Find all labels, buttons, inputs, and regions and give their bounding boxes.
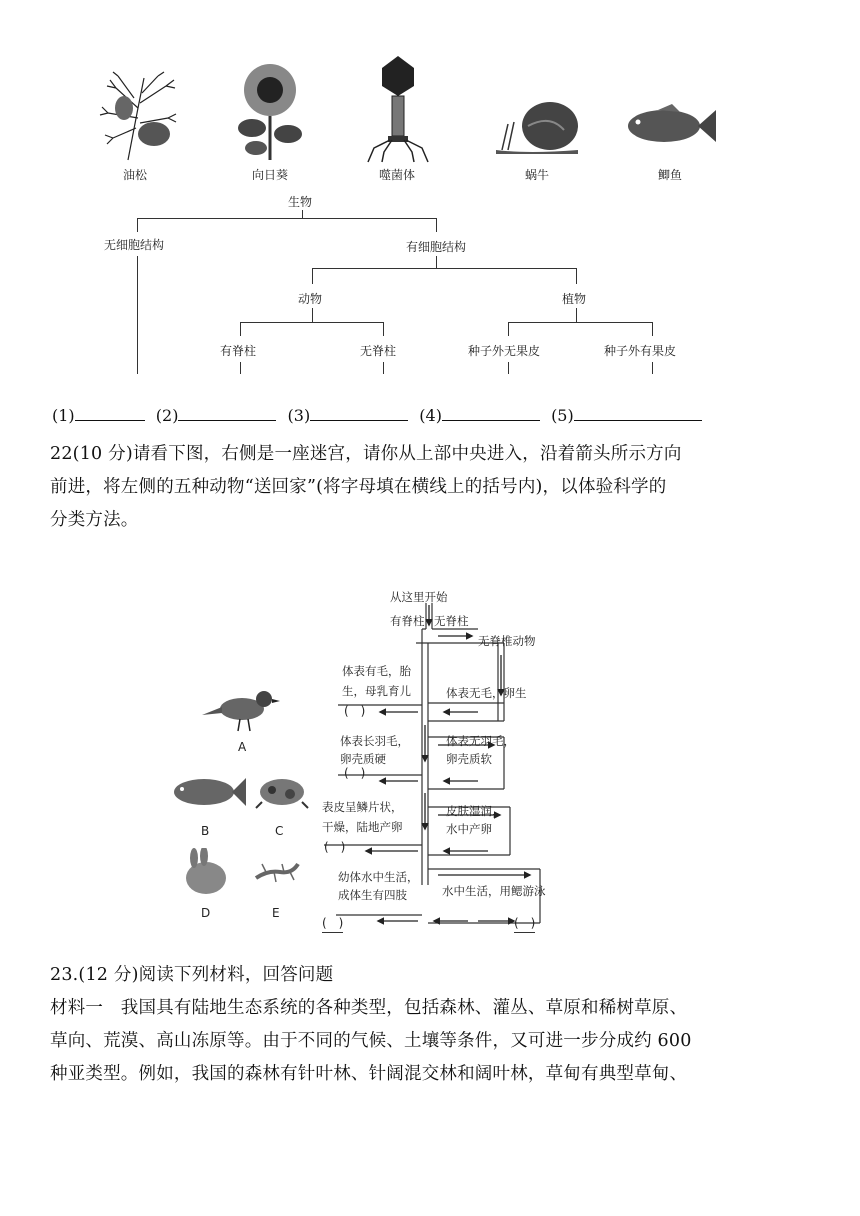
letter-e: E bbox=[272, 906, 280, 920]
blank-3[interactable] bbox=[310, 404, 408, 421]
pine-picture bbox=[88, 68, 184, 164]
maze-mammal-1: 体表有毛，胎 bbox=[342, 664, 411, 678]
letter-a: A bbox=[238, 740, 247, 754]
label-bacteriophage: 噬菌体 bbox=[378, 168, 415, 182]
maze-answer-2[interactable]: ( ) bbox=[344, 766, 366, 780]
maze-vertebrate: 有脊柱 bbox=[390, 614, 425, 628]
letter-b: B bbox=[201, 824, 210, 838]
maze-mammal-2: 生，母乳育儿 bbox=[342, 684, 411, 698]
blank-2[interactable] bbox=[178, 404, 276, 421]
maze-amphibian-2: 成体生有四肢 bbox=[338, 888, 407, 902]
bacteriophage-picture bbox=[362, 52, 434, 164]
tree-seed-no-peel: 种子外无果皮 bbox=[468, 344, 541, 358]
fish-picture bbox=[170, 772, 248, 812]
letter-c: C bbox=[275, 824, 284, 838]
sparrow-picture bbox=[200, 685, 282, 737]
q23-line-1: 23.(12 分)阅读下列材料，回答问题 bbox=[50, 965, 334, 985]
tree-has-cell: 有细胞结构 bbox=[406, 240, 467, 254]
tree-root: 生物 bbox=[288, 195, 313, 209]
blank-1[interactable] bbox=[75, 404, 145, 421]
maze-moist-1: 皮肤湿润， bbox=[446, 804, 504, 818]
maze-start: 从这里开始 bbox=[390, 590, 448, 604]
label-pine: 油松 bbox=[122, 168, 147, 182]
q23-question bbox=[50, 959, 810, 1091]
label-sunflower: 向日葵 bbox=[251, 168, 288, 182]
sunflower-picture bbox=[232, 62, 308, 162]
maze-reptile-1: 表皮呈鳞片状， bbox=[322, 800, 403, 814]
maze-invertebrate: 无脊柱 bbox=[434, 614, 469, 628]
maze-fish: 水中生活，用鳃游泳 bbox=[442, 884, 546, 898]
blank-4[interactable] bbox=[442, 404, 540, 421]
q22-question bbox=[50, 438, 810, 537]
blank-1-label: (1) bbox=[52, 406, 75, 425]
maze-answer-4[interactable]: ( ) bbox=[322, 914, 343, 933]
tree-no-cell: 无细胞结构 bbox=[104, 238, 165, 252]
maze-invertebrate-animal: 无脊椎动物 bbox=[478, 634, 536, 648]
q22-line-2: 前进，将左侧的五种动物“送回家”(将字母填在横线上的括号内)，以体验科学的 bbox=[50, 477, 667, 497]
blank-5-label: (5) bbox=[551, 406, 574, 425]
tree-vertebrate: 有脊柱 bbox=[220, 344, 257, 358]
maze-bird-2: 卵壳质硬 bbox=[340, 752, 386, 766]
tree-invertebrate: 无脊柱 bbox=[360, 344, 397, 358]
maze-reptile-2: 干燥，陆地产卵 bbox=[322, 820, 403, 834]
maze-answer-1[interactable]: ( ) bbox=[344, 704, 366, 718]
tree-seed-peel: 种子外有果皮 bbox=[604, 344, 677, 358]
q23-line-4: 种亚类型。例如，我国的森林有针叶林、针阔混交林和阔叶林，草甸有典型草甸、 bbox=[50, 1064, 688, 1084]
q21-answer-blanks bbox=[52, 404, 708, 425]
maze-answer-3[interactable]: ( ) bbox=[324, 840, 346, 854]
snail-picture bbox=[488, 94, 584, 158]
tree-plant: 植物 bbox=[562, 292, 587, 306]
label-snail: 蜗牛 bbox=[524, 168, 549, 182]
lizard-picture bbox=[252, 858, 302, 886]
frog-picture bbox=[254, 772, 310, 810]
q22-line-1: 22(10 分)请看下图，右侧是一座迷宫，请你从上部中央进入，沿着箭头所示方向 bbox=[50, 444, 682, 464]
crucian-carp-picture bbox=[622, 100, 718, 152]
maze-amphibian-1: 幼体水中生活， bbox=[338, 870, 419, 884]
maze-no-hair: 体表无毛，卵生 bbox=[446, 686, 527, 700]
blank-5[interactable] bbox=[574, 404, 702, 421]
tree-animal: 动物 bbox=[298, 292, 323, 306]
q23-line-3: 草向、荒漠、高山冻原等。由于不同的气候、土壤等条件，又可进一步分成约 600 bbox=[50, 1031, 692, 1051]
maze-answer-5[interactable]: ( ) bbox=[514, 914, 535, 933]
label-crucian-carp: 鲫鱼 bbox=[657, 168, 682, 182]
maze-bird-1: 体表长羽毛， bbox=[340, 734, 409, 748]
blank-3-label: (3) bbox=[287, 406, 311, 425]
q23-line-2: 材料一 我国具有陆地生态系统的各种类型，包括森林、灌丛、草原和稀树草原、 bbox=[50, 998, 688, 1018]
q22-line-3: 分类方法。 bbox=[50, 510, 139, 530]
blank-4-label: (4) bbox=[419, 406, 442, 425]
maze-moist-2: 水中产卵 bbox=[446, 822, 492, 836]
letter-d: D bbox=[201, 906, 211, 920]
maze-no-feather-1: 体表无羽毛， bbox=[446, 734, 515, 748]
blank-2-label: (2) bbox=[155, 406, 179, 425]
rabbit-picture bbox=[180, 848, 230, 896]
maze-no-feather-2: 卵壳质软 bbox=[446, 752, 492, 766]
